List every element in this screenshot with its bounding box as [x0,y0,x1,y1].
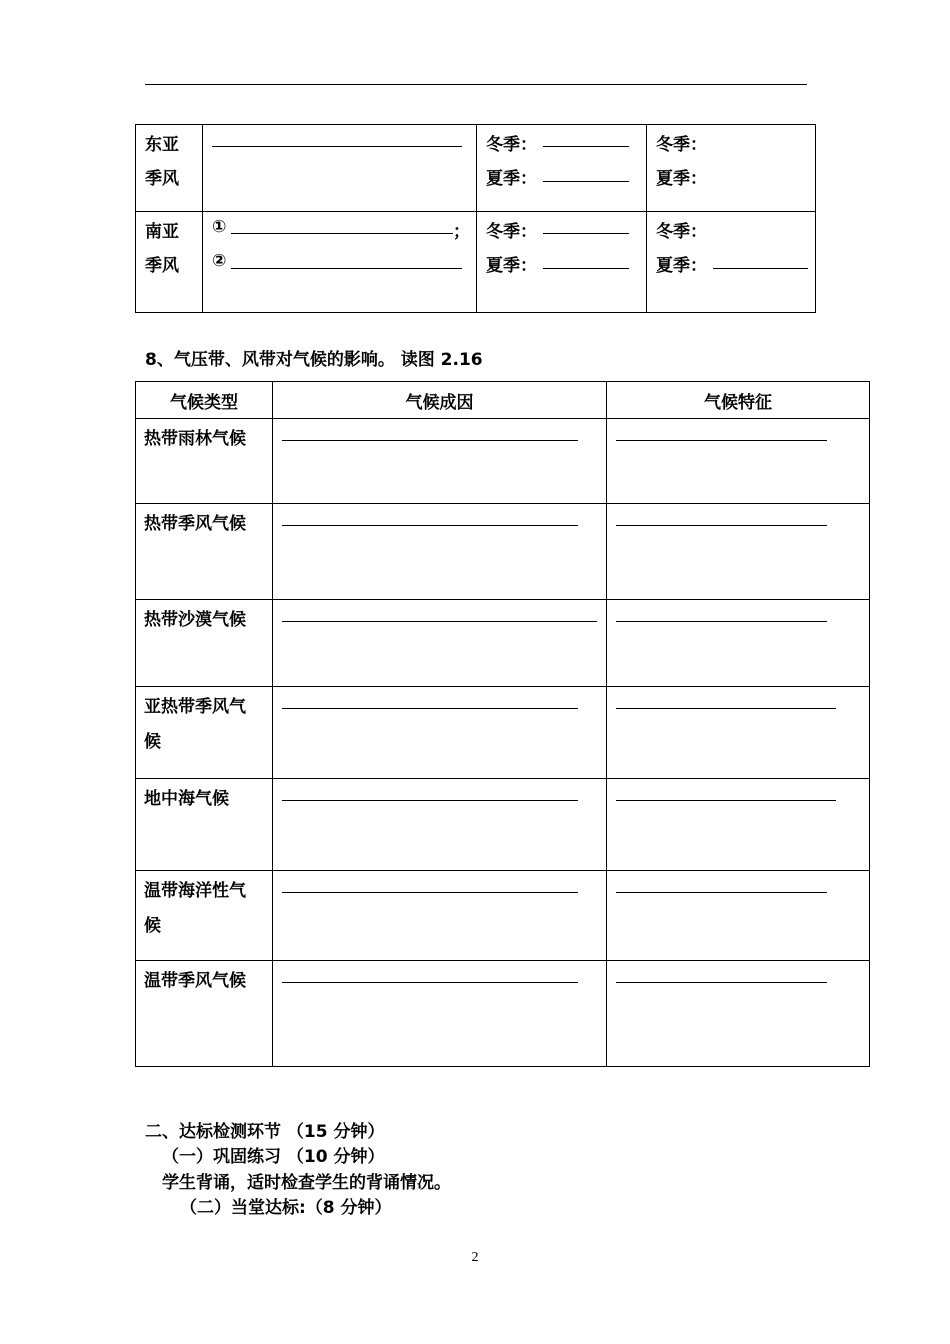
summer-label: 夏季： [656,169,707,189]
monsoon-season-cell [647,125,816,212]
summer-label: 夏季： [486,169,537,189]
climate-type-cell [136,871,273,961]
answer-blank[interactable] [282,982,578,983]
monsoon-name-line1: 东亚 [145,135,179,155]
header-climate-cause-text: 气候成因 [405,393,474,413]
answer-blank[interactable] [282,440,578,441]
climate-type-line1: 温带季风气候 [144,971,246,991]
monsoon-table [135,124,816,313]
climate-table [135,381,870,1067]
winter-label: 冬季： [656,135,707,155]
answer-blank[interactable] [282,800,578,801]
part2-heading: 二、达标检测环节 （15 分钟） [145,1122,385,1142]
header-rule [145,84,807,85]
answer-blank[interactable] [231,233,453,234]
climate-cause-cell [273,600,607,687]
answer-blank[interactable] [543,181,629,182]
answer-blank[interactable] [231,268,462,269]
monsoon-name-cell [136,212,203,313]
monsoon-season-cell [647,212,816,313]
monsoon-name-cell [136,125,203,212]
answer-blank[interactable] [713,268,808,269]
climate-cause-cell [273,961,607,1067]
climate-cause-cell [273,779,607,871]
summer-label: 夏季： [656,256,707,276]
climate-cause-cell [273,504,607,600]
circled-number-2: ② [212,251,227,271]
winter-label: 冬季： [486,135,537,155]
part2-sub1: （一）巩固练习 （10 分钟） [162,1147,385,1167]
monsoon-season-cell [477,212,647,313]
header-climate-feature-text: 气候特征 [704,393,772,413]
answer-blank[interactable] [282,892,578,893]
monsoon-name-line2: 季风 [145,169,179,189]
answer-blank[interactable] [282,525,578,526]
header-climate-cause [273,382,607,419]
climate-type-line1: 热带季风气候 [144,514,246,534]
climate-cause-cell [273,687,607,779]
climate-type-line2: 候 [144,732,161,752]
answer-blank[interactable] [282,621,597,622]
winter-label: 冬季： [486,222,537,242]
climate-cause-cell [273,871,607,961]
section8-title: 8、气压带、风带对气候的影响。 读图 2.16 [145,350,483,370]
answer-blank[interactable] [543,233,629,234]
climate-type-cell [136,504,273,600]
climate-type-line1: 温带海洋性气 [144,881,246,901]
answer-blank[interactable] [616,525,827,526]
semicolon: ； [453,222,470,242]
climate-feature-cell [607,504,870,600]
climate-type-line1: 热带雨林气候 [144,429,246,449]
answer-blank[interactable] [616,621,827,622]
summer-label: 夏季： [486,256,537,276]
monsoon-season-cell [477,125,647,212]
header-climate-type [136,382,273,419]
climate-type-cell [136,961,273,1067]
answer-blank[interactable] [616,982,827,983]
header-climate-type-text: 气候类型 [170,393,238,413]
answer-blank[interactable] [282,708,578,709]
climate-type-cell [136,600,273,687]
monsoon-cause-cell [203,212,477,313]
climate-type-cell [136,419,273,504]
answer-blank[interactable] [616,708,836,709]
circled-number-1: ① [212,217,227,237]
climate-feature-cell [607,419,870,504]
climate-type-line1: 亚热带季风气 [144,697,246,717]
answer-blank[interactable] [543,268,629,269]
page-number: 2 [471,1250,479,1265]
climate-type-line1: 热带沙漠气候 [144,610,246,630]
answer-blank[interactable] [616,440,827,441]
monsoon-name-line1: 南亚 [145,222,179,242]
climate-type-line1: 地中海气候 [144,789,229,809]
climate-type-cell [136,779,273,871]
answer-blank[interactable] [616,892,827,893]
climate-feature-cell [607,779,870,871]
climate-feature-cell [607,871,870,961]
climate-cause-cell [273,419,607,504]
climate-feature-cell [607,600,870,687]
header-climate-feature [607,382,870,419]
winter-label: 冬季： [656,222,707,242]
climate-type-line2: 候 [144,916,161,936]
part2-sub1-text: 学生背诵，适时检查学生的背诵情况。 [162,1173,451,1193]
monsoon-name-line2: 季风 [145,256,179,276]
climate-type-cell [136,687,273,779]
monsoon-cause-cell [203,125,477,212]
climate-feature-cell [607,961,870,1067]
answer-blank[interactable] [616,800,836,801]
part2-sub2: （二）当堂达标:（8 分钟） [180,1198,392,1218]
climate-feature-cell [607,687,870,779]
answer-blank[interactable] [543,146,629,147]
answer-blank[interactable] [212,146,462,147]
